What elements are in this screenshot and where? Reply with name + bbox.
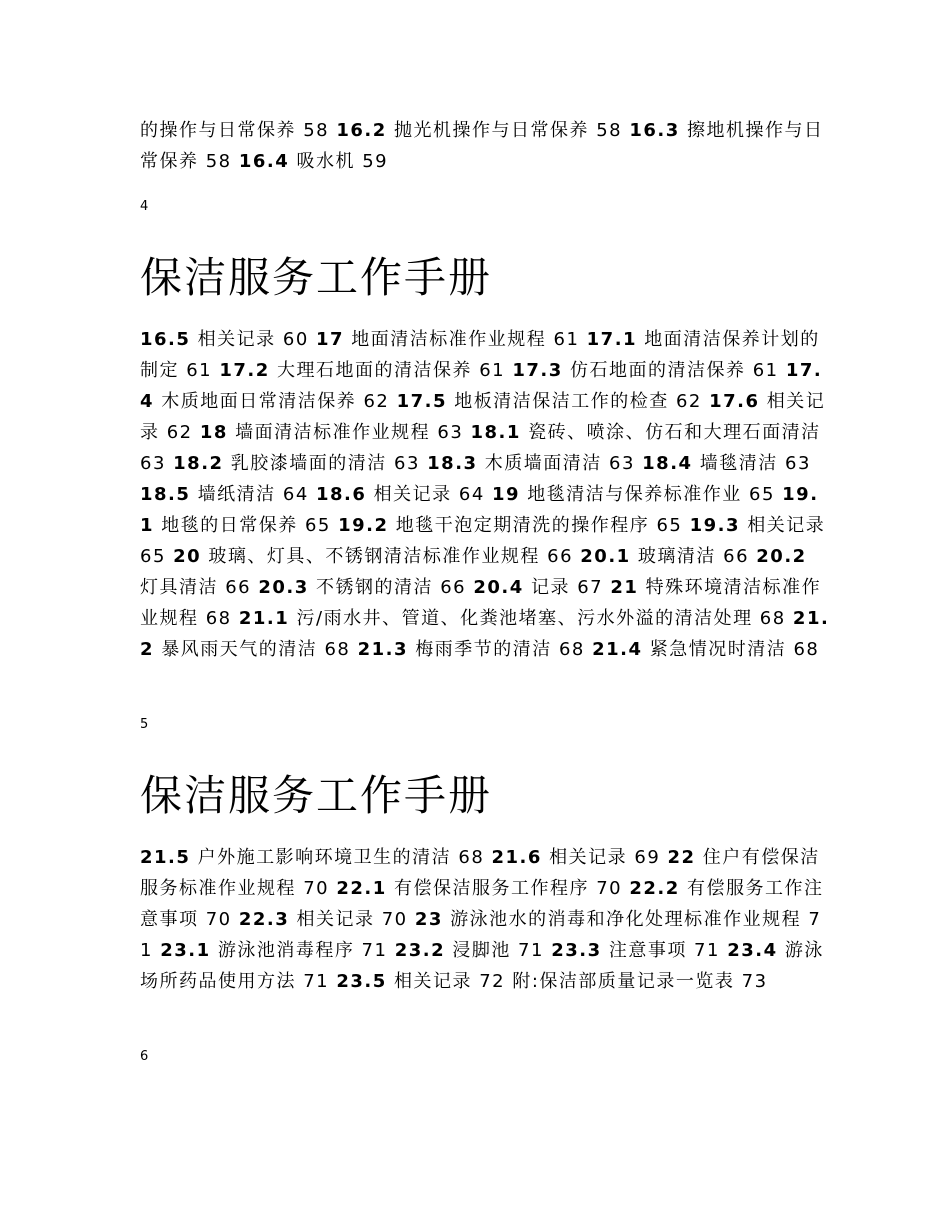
toc-entry-number: 22.3: [238, 909, 290, 930]
toc-entry-number: 17: [316, 329, 345, 350]
toc-entry-number: 20.3: [258, 577, 309, 598]
section-heading: 保洁服务工作手册: [140, 253, 493, 302]
toc-entry-number: 20.2: [756, 546, 807, 567]
toc-entry-title: 注意事项 71: [601, 940, 728, 961]
toc-entry-number: 19: [492, 484, 521, 505]
toc-entry-number: 18.4: [642, 453, 693, 474]
toc-entry-title: 木质地面日常清洁保养 62: [154, 391, 397, 412]
toc-entry-title: 木质墙面清洁 63: [477, 453, 643, 474]
toc-entry-title: 污/雨水井、管道、化粪池堵塞、污水外溢的清洁处理 68: [289, 608, 793, 629]
toc-entry-number: 18.5: [140, 484, 191, 505]
toc-entry-title: 有偿服务工作注意事项 70: [140, 878, 824, 930]
toc-entry-title: 地面清洁标准作业规程 61: [344, 329, 587, 350]
toc-entry-number: 20.4: [473, 577, 524, 598]
toc-entry-title: 相关记录 65: [140, 515, 826, 567]
toc-entry-title: 乳胶漆墙面的清洁 63: [223, 453, 428, 474]
toc-entry-title: 相关记录 70: [289, 909, 415, 930]
toc-entry-title: 地面清洁保养计划的制定 61: [140, 329, 820, 381]
toc-block-1: [140, 115, 830, 177]
toc-entry-number: 18.6: [316, 484, 367, 505]
toc-entry-number: 23.3: [551, 940, 602, 961]
toc-entry-title: 擦地机操作与日常保养 58: [140, 120, 824, 172]
toc-entry-title: 户外施工影响环境卫生的清洁 68: [190, 847, 492, 868]
toc-entry-title: 不锈钢的清洁 66: [308, 577, 474, 598]
toc-entry-title: 记录 67: [523, 577, 611, 598]
toc-entry-title: 浸脚池 71: [445, 940, 552, 961]
toc-entry-number: 21: [610, 577, 639, 598]
toc-entry-number: 17.2: [219, 360, 270, 381]
toc-entry-number: 20.1: [580, 546, 631, 567]
toc-entry-title: 瓷砖、喷涂、仿石和大理石面清洁 63: [140, 422, 821, 474]
toc-entry-title: 住户有偿保洁服务标准作业规程 70: [140, 847, 820, 899]
toc-entry-number: 22.1: [336, 878, 387, 899]
toc-entry-number: 21.6: [491, 847, 542, 868]
toc-entry-number: 21.2: [140, 608, 830, 660]
toc-entry-title: 玻璃、灯具、不锈钢清洁标准作业规程 66: [201, 546, 581, 567]
section-heading: 保洁服务工作手册: [140, 771, 493, 820]
toc-entry-number: 17.3: [512, 360, 563, 381]
toc-entry-number: 16.5: [140, 329, 191, 350]
toc-entry-number: 19.3: [689, 515, 741, 536]
toc-entry-number: 19.2: [338, 515, 389, 536]
toc-entry-title: 相关记录 69: [541, 847, 668, 868]
toc-entry-number: 23.2: [394, 940, 446, 961]
toc-entry-title: 地毯的日常保养 65: [154, 515, 339, 536]
toc-entry-title: 地板清洁保洁工作的检查 62: [447, 391, 710, 412]
toc-entry-number: 19.1: [140, 484, 819, 536]
toc-entry-number: 17.1: [586, 329, 638, 350]
toc-entry-number: 23.1: [160, 940, 211, 961]
toc-entry-title: 相关记录 72 附:保洁部质量记录一览表 73: [386, 971, 768, 992]
toc-entry-title: 大理石地面的清洁保养 61: [269, 360, 513, 381]
toc-entry-title: 仿石地面的清洁保养 61: [562, 360, 786, 381]
toc-block-2: [140, 324, 830, 665]
toc-entry-title: 地毯干泡定期清洗的操作程序 65: [388, 515, 690, 536]
toc-entry-title: 游泳场所药品使用方法 71: [140, 940, 824, 992]
toc-entry-number: 17.5: [396, 391, 448, 412]
toc-entry-title: 灯具清洁 66: [140, 577, 259, 598]
page-number: 5: [140, 717, 149, 732]
toc-entry-number: 16.3: [629, 120, 680, 141]
toc-entry-number: 17.6: [709, 391, 760, 412]
toc-entry-title: 的操作与日常保养 58: [140, 120, 337, 141]
toc-entry-title: 游泳池消毒程序 71: [210, 940, 395, 961]
toc-entry-title: 墙面清洁标准作业规程 63: [227, 422, 471, 443]
toc-entry-number: 22: [667, 847, 696, 868]
toc-entry-number: 23.5: [336, 971, 387, 992]
toc-entry-number: 17.4: [140, 360, 823, 412]
toc-entry-title: 游泳池水的消毒和净化处理标准作业规程 71: [140, 909, 822, 961]
toc-entry-number: 21.4: [592, 639, 643, 660]
toc-entry-number: 20: [173, 546, 202, 567]
toc-entry-number: 21.1: [238, 608, 290, 629]
toc-entry-number: 22.2: [629, 878, 680, 899]
toc-entry-number: 16.4: [238, 151, 290, 172]
page-number: 6: [140, 1049, 149, 1064]
toc-entry-title: 抛光机操作与日常保养 58: [386, 120, 630, 141]
toc-entry-number: 23.4: [727, 940, 778, 961]
toc-entry-title: 相关记录 60: [190, 329, 316, 350]
page-number: 4: [140, 199, 149, 214]
toc-entry-number: 18.2: [173, 453, 224, 474]
toc-entry-title: 玻璃清洁 66: [630, 546, 757, 567]
toc-entry-title: 地毯清洁与保养标准作业 65: [520, 484, 783, 505]
toc-entry-title: 有偿保洁服务工作程序 70: [386, 878, 630, 899]
toc-entry-number: 18: [199, 422, 228, 443]
toc-entry-title: 相关记录 62: [140, 391, 826, 443]
toc-entry-number: 23: [414, 909, 443, 930]
toc-entry-number: 21.5: [140, 847, 191, 868]
toc-entry-number: 16.2: [336, 120, 387, 141]
toc-entry-title: 吸水机 59: [289, 151, 389, 172]
toc-entry-title: 紧急情况时清洁 68: [642, 639, 820, 660]
toc-entry-number: 18.3: [427, 453, 478, 474]
toc-entry-title: 暴风雨天气的清洁 68: [154, 639, 358, 660]
toc-entry-number: 18.1: [470, 422, 521, 443]
toc-entry-title: 墙毯清洁 63: [692, 453, 811, 474]
toc-entry-title: 特殊环境清洁标准作业规程 68: [140, 577, 822, 629]
toc-entry-title: 相关记录 64: [366, 484, 492, 505]
toc-entry-number: 21.3: [357, 639, 409, 660]
toc-block-3: [140, 842, 830, 997]
toc-entry-title: 梅雨季节的清洁 68: [408, 639, 593, 660]
toc-entry-title: 墙纸清洁 64: [190, 484, 316, 505]
